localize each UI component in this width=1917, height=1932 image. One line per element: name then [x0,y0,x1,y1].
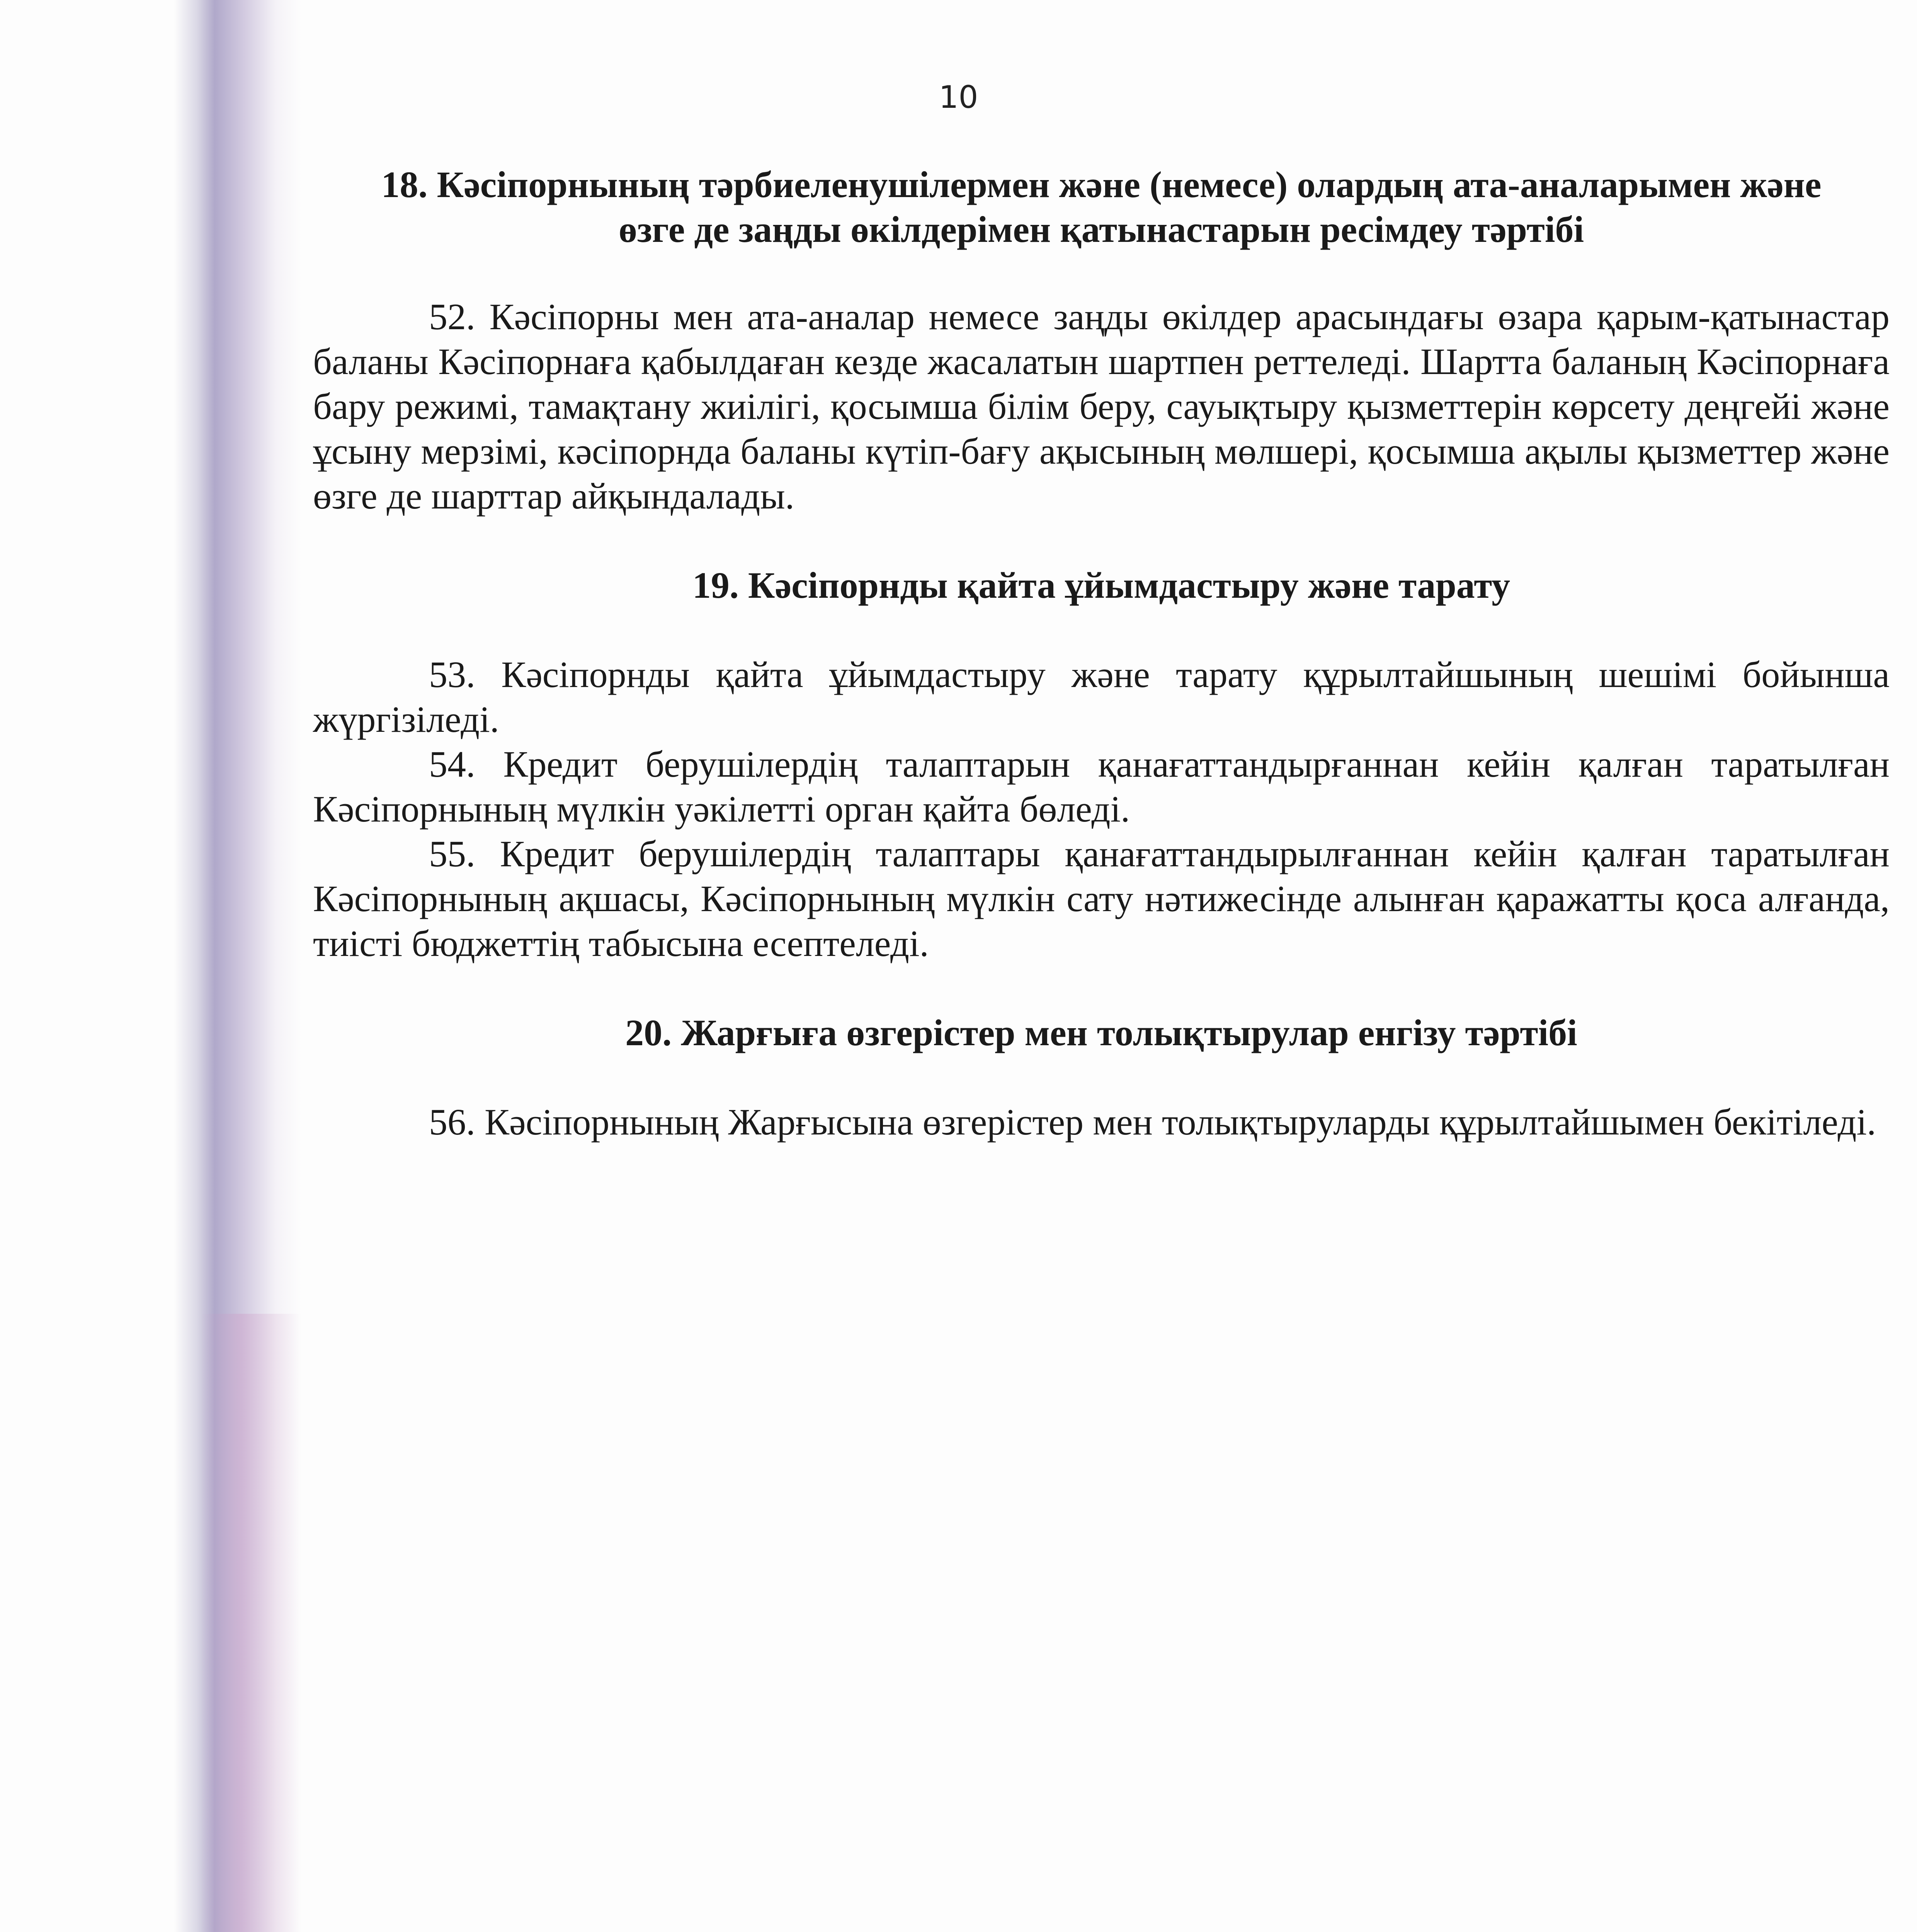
paragraph-54: 54. Кредит берушілердің талаптарын қанағаттандырғаннан кейін қалған таратылған Кәсіпорнының мүлкін уәкілетті орган қайта бөледі. [313,743,1890,830]
section-heading-18 [313,162,1890,252]
paragraph-55: 55. Кредит берушілердің талаптары қанағаттандырылғаннан кейін қалған таратылған Кәсіпорнының ақшасы, Кәсіпорнының мүлкін сату нәтижесінде алынған қаражатты қоса алғанда, тиісті бюджеттің табысына есептеледі. [313,833,1890,964]
section-heading-19: 19. Кәсіпорнды қайта ұйымдастыру және тарату [692,565,1510,606]
paragraph-53: 53. Кәсіпорнды қайта ұйымдастыру және тарату құрылтайшының шешімі бойынша жүргізіледі. [313,654,1890,740]
document-body [313,162,1890,1145]
paragraph-56: 56. Кәсіпорнының Жарғысына өзгерістер мен толықтыруларды құрылтайшымен бекітіледі. [429,1101,1876,1143]
section-heading-18-line1: 18. Кәсіпорнының тәрбиеленушілермен және (немесе) олардың ата-аналарымен және [381,164,1822,205]
section-heading-20: 20. Жарғыға өзгерістер мен толықтырулар енгізу тәртібі [625,1012,1577,1053]
scan-binding-tint [201,1314,301,1932]
section-heading-18-line2: өзге де заңды өкілдерімен қатынастарын ресімдеу тәртібі [618,209,1584,250]
page-number: 10 [939,79,978,115]
paragraph-52: 52. Кәсіпорны мен ата-аналар немесе заңды өкілдер арасындағы өзара қарым-қатынастар баланы Кәсіпорнаға қабылдаған кезде жасалатын шартпен реттеледі. Шартта баланың Кәсіпорнаға бару режимі, тамақтану жиілігі, қосымша білім беру, сауықтыру қызметтерін көрсету деңгейі және ұсыну мерзімі, кәсіпорнда баланы күтіп-бағу ақысының мөлшері, қосымша ақылы қызметтер және өзге де шарттар айқындалады. [313,296,1890,517]
